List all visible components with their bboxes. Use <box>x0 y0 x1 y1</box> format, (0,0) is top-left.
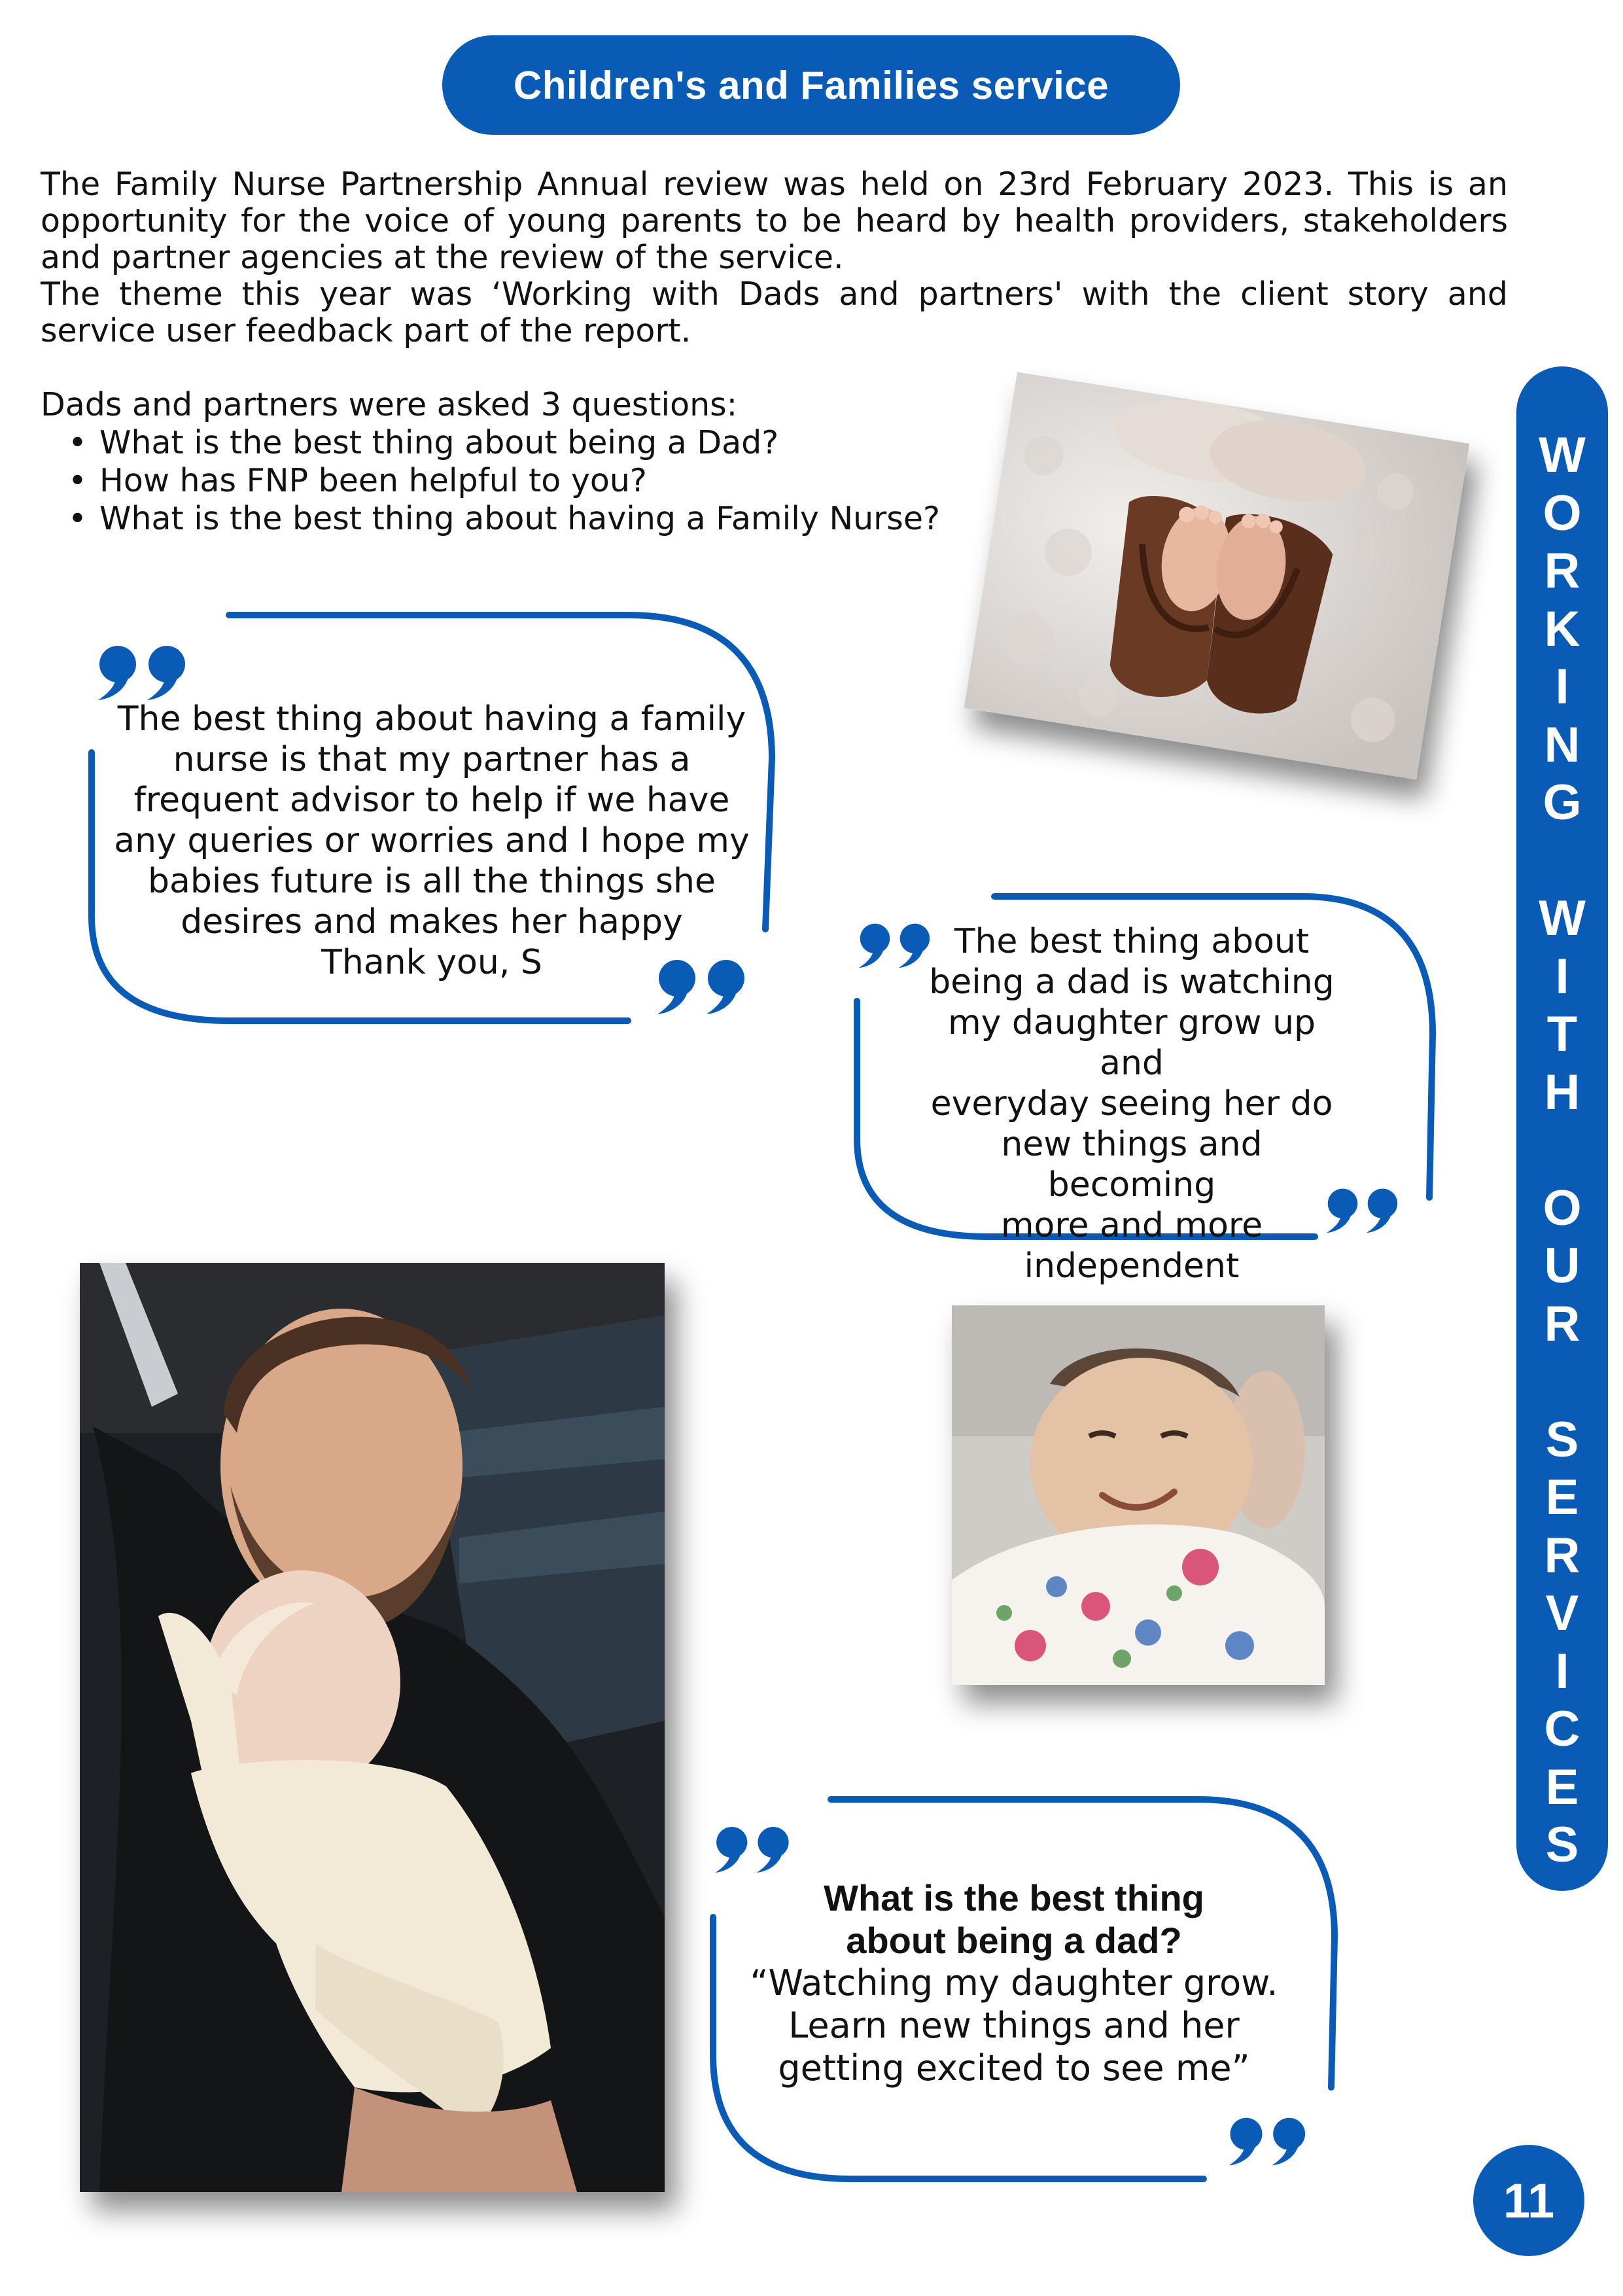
side-banner-word: S E R V I C E S <box>1544 1411 1580 1873</box>
quote-line: everyday seeing her do <box>930 1084 1333 1123</box>
quote-3-text <box>726 1877 1302 2089</box>
side-banner-word: O U R <box>1543 1180 1582 1352</box>
quote-line: new things and becoming <box>1001 1125 1263 1205</box>
quote-line: Learn new things and her <box>788 2005 1240 2046</box>
photo-baby-feet-in-hands <box>964 372 1470 779</box>
page-number: 11 <box>1473 2145 1584 2256</box>
quote-mark-icon <box>1223 2113 1315 2168</box>
side-banner-gap <box>1516 1353 1608 1411</box>
questions-lead: Dads and partners were asked 3 questions: <box>41 386 738 423</box>
intro-text <box>41 166 1508 349</box>
quote-line: being a dad is watching <box>929 963 1335 1002</box>
photo-dad-holding-baby <box>80 1263 665 2192</box>
quote-line: babies future is all the things she <box>148 862 716 901</box>
intro-paragraph-2: The theme this year was ‘Working with Dads and partners' with the client story and service user feedback part of the report. <box>41 275 1508 349</box>
quote-line: my daughter grow up and <box>947 1003 1316 1083</box>
side-banner-text <box>1516 427 1608 1875</box>
side-banner-gap <box>1516 1122 1608 1180</box>
quote-3-question-line: What is the best thing <box>824 1877 1204 1918</box>
questions-list <box>41 424 940 538</box>
list-item: • How has FNP been helpful to you? <box>99 462 940 500</box>
quote-line: independent <box>1024 1246 1240 1286</box>
list-item: • What is the best thing about having a Family Nurse? <box>99 500 940 538</box>
quote-line: more and more <box>1000 1206 1263 1245</box>
intro-paragraph-1: The Family Nurse Partnership Annual review was held on 23rd February 2023. This is an opportunity for the voice of young parents to be heard by health providers, stakeholders and partner agencies at the review of the service. <box>41 166 1508 276</box>
section-title: Children's and Families service <box>513 63 1109 107</box>
side-banner-gap <box>1516 832 1608 891</box>
quote-line: getting excited to see me” <box>778 2047 1250 2089</box>
list-item: • What is the best thing about being a Dad? <box>99 424 940 462</box>
quote-line: frequent advisor to help if we have <box>133 781 730 820</box>
side-banner-word: W O R K I N G <box>1539 427 1586 830</box>
quote-line: The best thing about having a family <box>117 699 746 739</box>
quote-3-question-line: about being a dad? <box>846 1920 1182 1961</box>
quote-line: “Watching my daughter grow. <box>750 1962 1278 2004</box>
quote-line: desires and makes her happy <box>181 902 683 942</box>
section-title-pill <box>442 35 1180 135</box>
photo-smiling-newborn <box>952 1305 1325 1685</box>
quote-line: The best thing about <box>954 922 1310 961</box>
quote-1-text <box>105 699 759 983</box>
quote-mark-icon <box>92 641 196 703</box>
quote-line: Thank you, S <box>321 943 542 982</box>
side-banner-word: W I T H <box>1539 891 1586 1120</box>
quote-mark-icon <box>710 1822 798 1876</box>
quote-line: any queries or worries and I hope my <box>114 821 750 860</box>
quote-2-text <box>916 921 1348 1286</box>
quote-line: nurse is that my partner has a <box>173 740 691 779</box>
